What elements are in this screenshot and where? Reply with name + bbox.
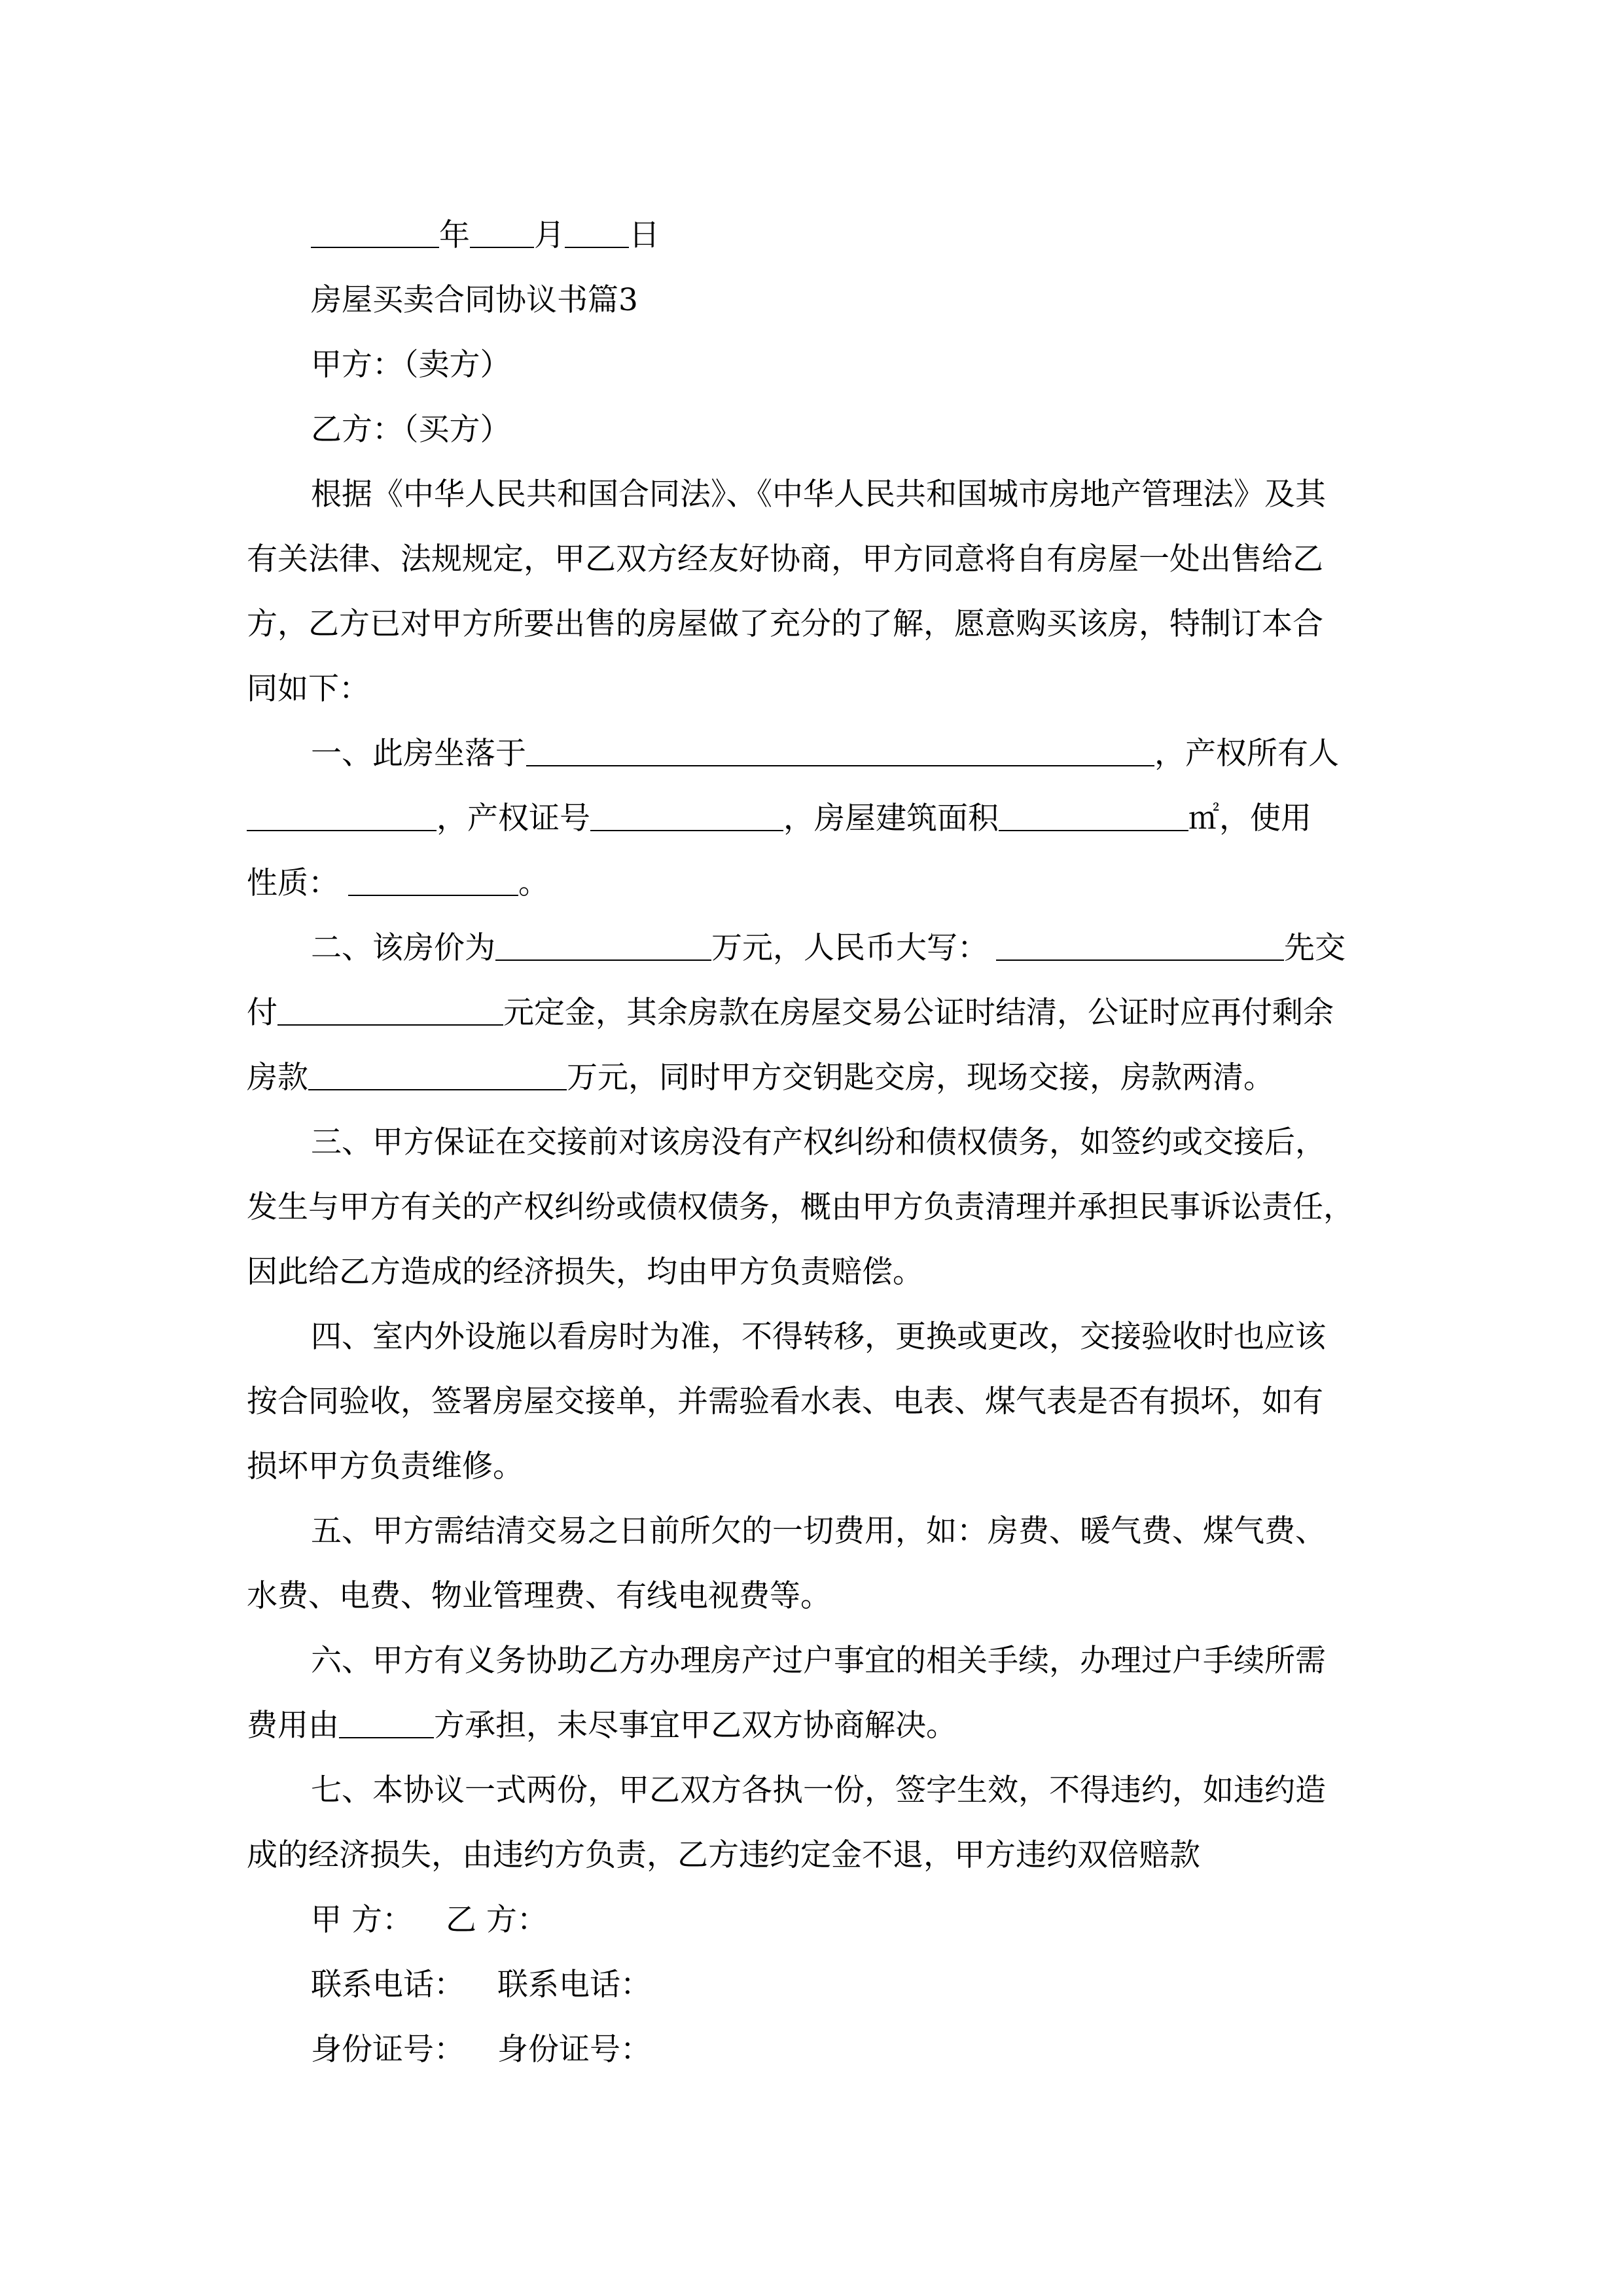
clause7-line: 成的经济损失，由违约方负责，乙方违约定金不退，甲方违约双倍赔款 (247, 1837, 1200, 1873)
price-in-words-blank[interactable] (996, 959, 1284, 961)
year-blank[interactable] (311, 246, 439, 248)
clause7-line: 七、本协议一式两份，甲乙双方各执一份，签字生效，不得违约，如违约造 (311, 1772, 1326, 1808)
document-body (247, 203, 1375, 2082)
clause5-line: 五、甲方需结清交易之日前所欠的一切费用，如：房费、暖气费、煤气费、 (311, 1513, 1326, 1549)
floor-area-blank[interactable] (999, 829, 1188, 831)
clause3-line: 因此给乙方造成的经济损失，均由甲方负责赔偿。 (247, 1254, 923, 1290)
clause4-line: 按合同验收，签署房屋交接单，并需验看水表、电表、煤气表是否有损坏，如有 (247, 1384, 1323, 1420)
party-b-phone-label: 联系电话： (497, 1967, 651, 2003)
year-label: 年 (439, 217, 470, 253)
clause1-line1: 一、此房坐落于 ，产权所有人 (311, 736, 1339, 772)
clause1-line2: ，产权证号 ，房屋建筑面积 ㎡，使用 (247, 786, 1375, 851)
certificate-number-blank[interactable] (590, 829, 783, 831)
party-a-id-label: 身份证号： (311, 2032, 465, 2068)
party-b-id-label: 身份证号： (497, 2032, 651, 2068)
month-blank[interactable] (470, 246, 534, 248)
clause2-line3: 房款 万元，同时甲方交钥匙交房，现场交接，房款两清。 (247, 1060, 1274, 1096)
property-location-blank[interactable] (526, 764, 1154, 766)
deposit-blank[interactable] (277, 1024, 503, 1026)
price-blank[interactable] (495, 959, 711, 961)
owner-blank[interactable] (247, 829, 437, 831)
preamble-line: 有关法律、法规规定，甲乙双方经友好协商，甲方同意将自有房屋一处出售给乙 (247, 541, 1323, 577)
clause4-line: 损坏甲方负责维修。 (247, 1448, 524, 1484)
clause1-line3: 性质： 。 (247, 865, 549, 901)
clause3-line: 三、甲方保证在交接前对该房没有产权纠纷和债权债务，如签约或交接后， (311, 1124, 1326, 1160)
day-label: 日 (629, 217, 660, 253)
day-blank[interactable] (565, 246, 629, 248)
usage-type-blank[interactable] (348, 894, 518, 896)
clause2-line1: 二、该房价为 万元，人民币大写： 先交 (311, 930, 1346, 966)
clause3-line: 发生与甲方有关的产权纠纷或债权债务，概由甲方负责清理并承担民事诉讼责任， (247, 1189, 1354, 1225)
preamble-line: 方，乙方已对甲方所要出售的房屋做了充分的了解，愿意购买该房，特制订本合 (247, 606, 1323, 642)
signature-id-row (247, 2017, 1375, 2082)
party-a-line: 甲方：（卖方） (311, 347, 511, 383)
party-a-phone-label: 联系电话： (311, 1967, 465, 2003)
party-a-signature-label: 甲 方： (311, 1902, 413, 1938)
clause6-line1: 六、甲方有义务协助乙方办理房产过户事宜的相关手续，办理过户手续所需 (311, 1643, 1326, 1679)
clause4-line: 四、室内外设施以看房时为准，不得转移，更换或更改，交接验收时也应该 (311, 1319, 1326, 1355)
month-label: 月 (534, 217, 565, 253)
balance-blank[interactable] (308, 1088, 567, 1090)
fee-bearer-blank[interactable] (339, 1736, 434, 1738)
document-title: 房屋买卖合同协议书篇3 (311, 282, 638, 318)
preamble-line: 同如下： (247, 671, 370, 707)
party-b-line: 乙方：（买方） (311, 412, 511, 448)
clause5-line: 水费、电费、物业管理费、有线电视费等。 (247, 1578, 831, 1614)
signature-phone-row (247, 1952, 1375, 2017)
date-line (247, 203, 1375, 268)
signature-party-row (247, 1888, 1375, 1952)
clause6-line2: 费用由 方承担，未尽事宜甲乙双方协商解决。 (247, 1708, 957, 1744)
preamble-line: 根据《中华人民共和国合同法》、《中华人民共和国城市房地产管理法》及其 (311, 476, 1326, 512)
party-b-signature-label: 乙 方： (445, 1902, 548, 1938)
clause2-line2: 付 元定金，其余房款在房屋交易公证时结清，公证时应再付剩余 (247, 995, 1334, 1031)
